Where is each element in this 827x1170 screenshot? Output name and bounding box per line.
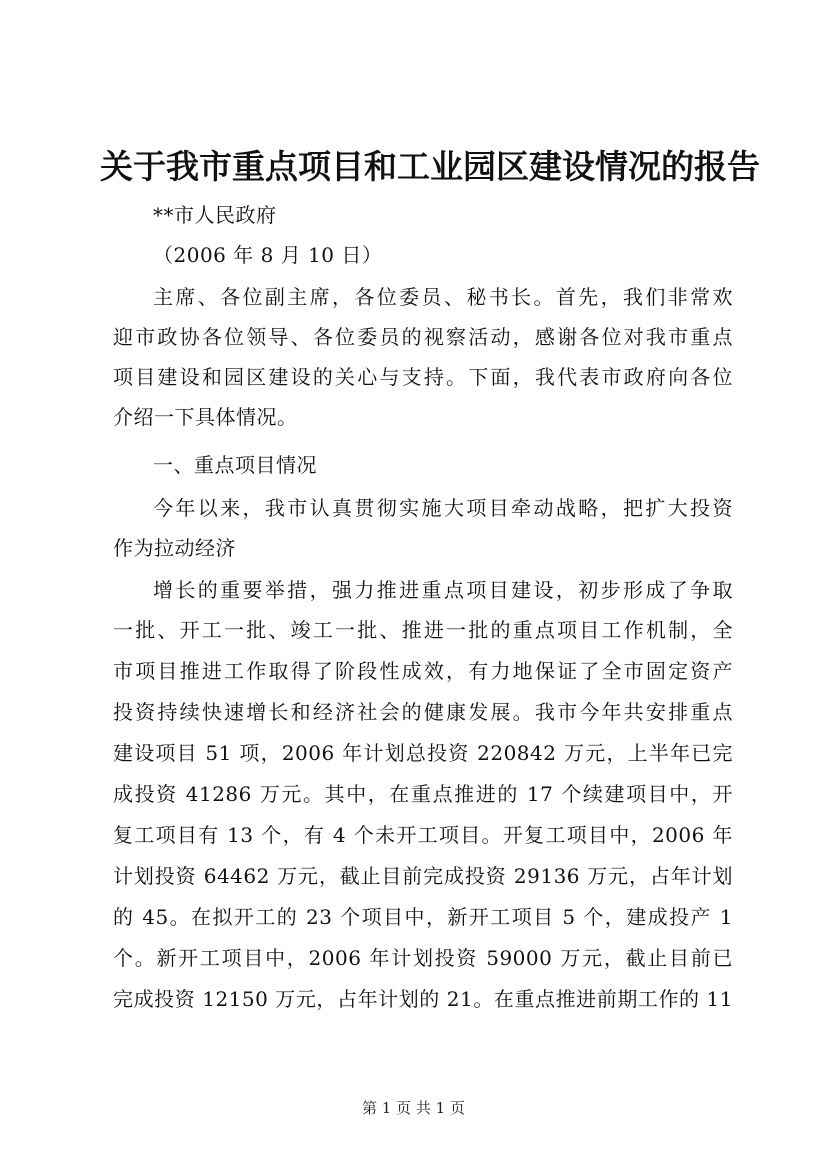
paragraph-line: 复工项目有 13 个，有 4 个未开工项目。开复工项目中，2006 年 xyxy=(113,823,733,847)
paragraph-line: 成投资 41286 万元。其中，在重点推进的 17 个续建项目中，开 xyxy=(113,782,733,806)
paragraph-line: 增长的重要举措，强力推进重点项目建设，初步形成了争取 xyxy=(153,578,733,602)
paragraph-line: 个。新开工项目中，2006 年计划投资 59000 万元，截止目前已 xyxy=(113,946,733,970)
paragraph-line: 主席、各位副主席，各位委员、秘书长。首先，我们非常欢 xyxy=(153,285,733,309)
paragraph-line: 的 45。在拟开工的 23 个项目中，新开工项目 5 个，建成投产 1 xyxy=(113,905,733,929)
paragraph-line: 作为拉动经济 xyxy=(113,536,236,560)
paragraph-line: 投资持续快速增长和经济社会的健康发展。我市今年共安排重点 xyxy=(113,700,733,724)
paragraph-line: 市项目推进工作取得了阶段性成效，有力地保证了全市固定资产 xyxy=(113,659,733,683)
document-title: 关于我市重点项目和工业园区建设情况的报告 xyxy=(100,147,760,186)
paragraph-line: 项目建设和园区建设的关心与支持。下面，我代表市政府向各位 xyxy=(113,365,733,389)
paragraph-line: 完成投资 12150 万元，占年计划的 21。在重点推进前期工作的 11 xyxy=(113,987,733,1011)
paragraph-line: 建设项目 51 项，2006 年计划总投资 220842 万元，上半年已完 xyxy=(113,741,733,765)
date-line: （2006 年 8 月 10 日） xyxy=(153,243,383,267)
paragraph-line: 介绍一下具体情况。 xyxy=(113,405,298,429)
paragraph-line: 迎市政协各位领导、各位委员的视察活动，感谢各位对我市重点 xyxy=(113,325,733,349)
paragraph-line: 计划投资 64462 万元，截止目前完成投资 29136 万元，占年计划 xyxy=(113,864,733,888)
section-heading: 一、重点项目情况 xyxy=(153,453,317,477)
page-number-footer: 第 1 页 共 1 页 xyxy=(362,1099,465,1117)
issuer-line: **市人民政府 xyxy=(153,203,277,227)
paragraph-line: 今年以来，我市认真贯彻实施大项目牵动战略，把扩大投资 xyxy=(153,496,733,520)
paragraph-line: 一批、开工一批、竣工一批、推进一批的重点项目工作机制，全 xyxy=(113,618,733,642)
